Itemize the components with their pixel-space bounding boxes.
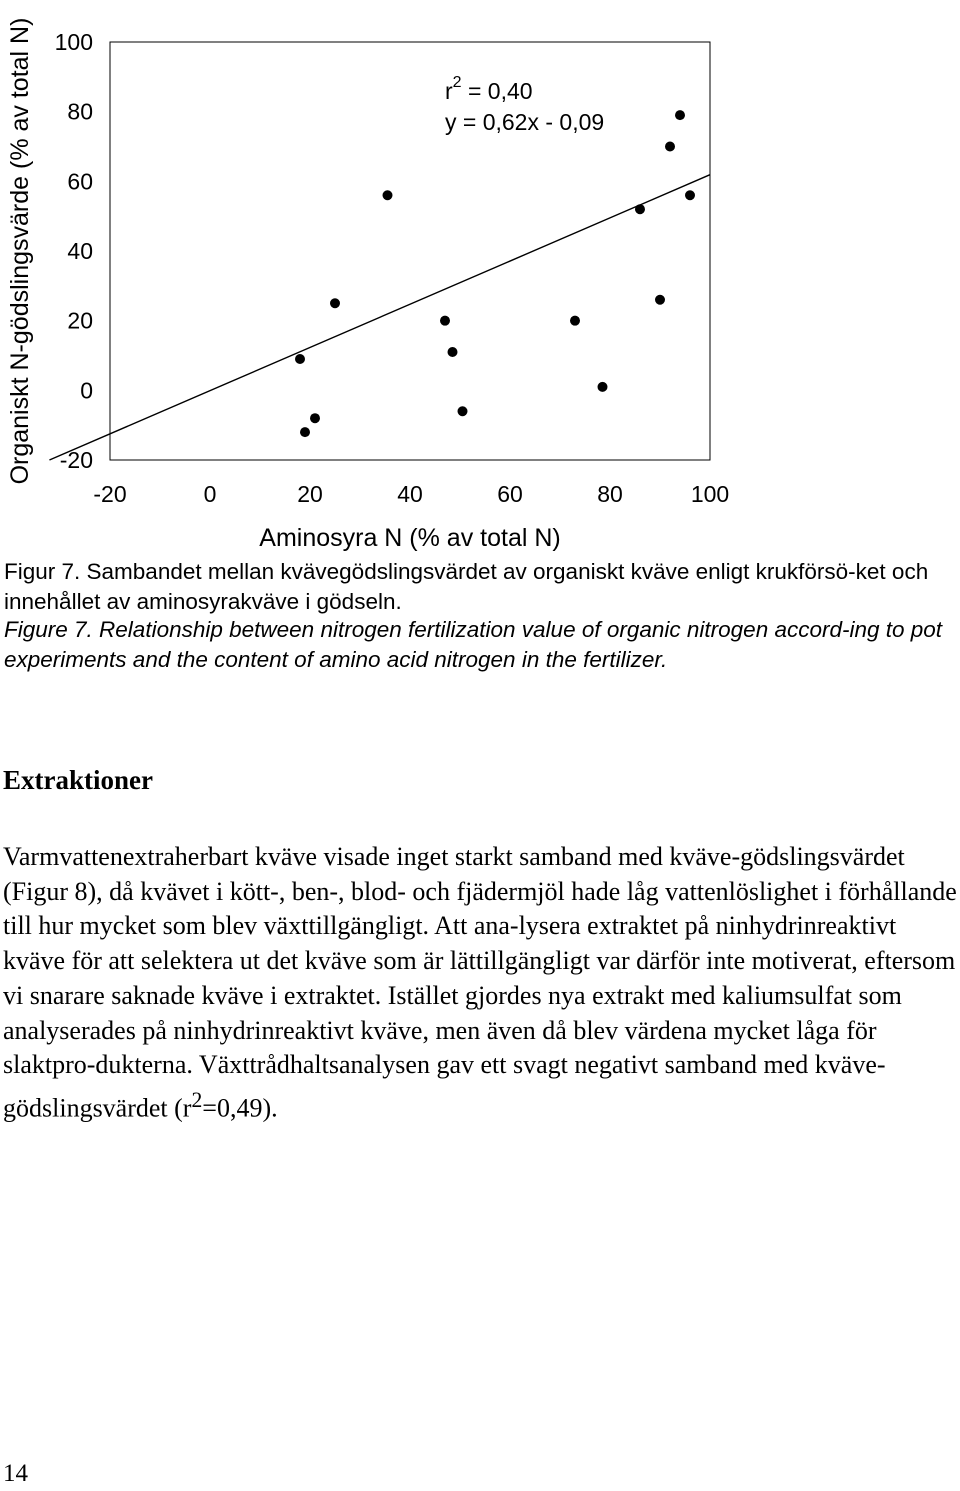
- data-point: [295, 354, 305, 364]
- data-point: [310, 413, 320, 423]
- y-tick-label: 40: [67, 238, 93, 264]
- data-point: [675, 110, 685, 120]
- x-tick-label: 20: [297, 481, 323, 507]
- r-squared-label: $r^2 = 0,40$: [445, 74, 533, 104]
- data-point: [635, 204, 645, 214]
- data-point: [300, 427, 310, 437]
- y-tick-label: 0: [80, 377, 93, 404]
- y-tick-label: 80: [67, 98, 93, 125]
- y-tick-label: -20: [59, 447, 93, 473]
- scatter-chart: [0, 0, 740, 555]
- y-tick-label: 60: [67, 168, 93, 195]
- data-point: [655, 295, 665, 305]
- data-point: [330, 298, 340, 308]
- data-point: [440, 316, 450, 326]
- x-tick-label: 0: [203, 481, 217, 507]
- regression-equation: y = 0,62x - 0,09: [445, 109, 605, 135]
- data-point: [570, 316, 580, 326]
- x-axis-ticks: [93, 481, 729, 507]
- data-point: [383, 190, 393, 200]
- x-tick-label: 100: [690, 481, 730, 507]
- section-heading: Extraktioner: [3, 765, 153, 795]
- y-tick-label: 100: [54, 29, 93, 55]
- body-paragraph: [3, 840, 958, 1126]
- figure-caption-swedish: Figur 7. Sambandet mellan kvävegödslingsvärdet av organiskt kväve enligt krukförsö-ket och innehållet av aminosyrakväve i gödseln.: [4, 559, 929, 614]
- x-axis-title: Aminosyra N (% av total N): [259, 524, 561, 552]
- data-point: [685, 190, 695, 200]
- data-point: [598, 382, 608, 392]
- body-text-end: =0,49).: [202, 1093, 278, 1123]
- x-tick-label: -20: [93, 481, 127, 507]
- y-axis-ticks: [55, 29, 93, 473]
- body-text-superscript: 2: [191, 1087, 203, 1112]
- plot-area: [110, 42, 710, 460]
- data-point: [448, 347, 458, 357]
- x-tick-label: 60: [497, 481, 523, 507]
- y-tick-label: 20: [67, 307, 93, 334]
- x-tick-label: 40: [397, 481, 423, 507]
- body-text-main: Varmvattenextraherbart kväve visade inget starkt samband med kväve-gödslingsvärdet (Figur 8), då kvävet i kött-, ben-, blod- och fjädermjöl hade låg vattenlöslighet i förhållande till hur mycket som blev växttillgängligt. Att ana-lysera extraktet på ninhydrinreaktivt kväve för att selektera ut det kväve som är lättillgängligt var därför inte motiverat, eftersom vi snarare saknade kväve i extraktet. Istället gjordes nya extrakt med kaliumsulfat som analyserades på ninhydrinreaktivt kväve, men även då blev värdena mycket låga för slaktpro-dukterna. Växttrådhaltsanalysen gav ett svagt negativt samband med kväve-gödslingsvärdet (r: [3, 842, 957, 1123]
- figure-caption-english: Figure 7. Relationship between nitrogen fertilization value of organic nitrogen accord-ing to pot experiments and the content of amino acid nitrogen in the fertilizer.: [4, 617, 943, 672]
- data-point: [458, 406, 468, 416]
- page-number: 14: [3, 1460, 28, 1487]
- x-tick-label: 80: [597, 481, 623, 507]
- y-axis-title: Organiskt N-gödslingsvärde (% av total N): [6, 17, 34, 485]
- data-point: [665, 142, 675, 152]
